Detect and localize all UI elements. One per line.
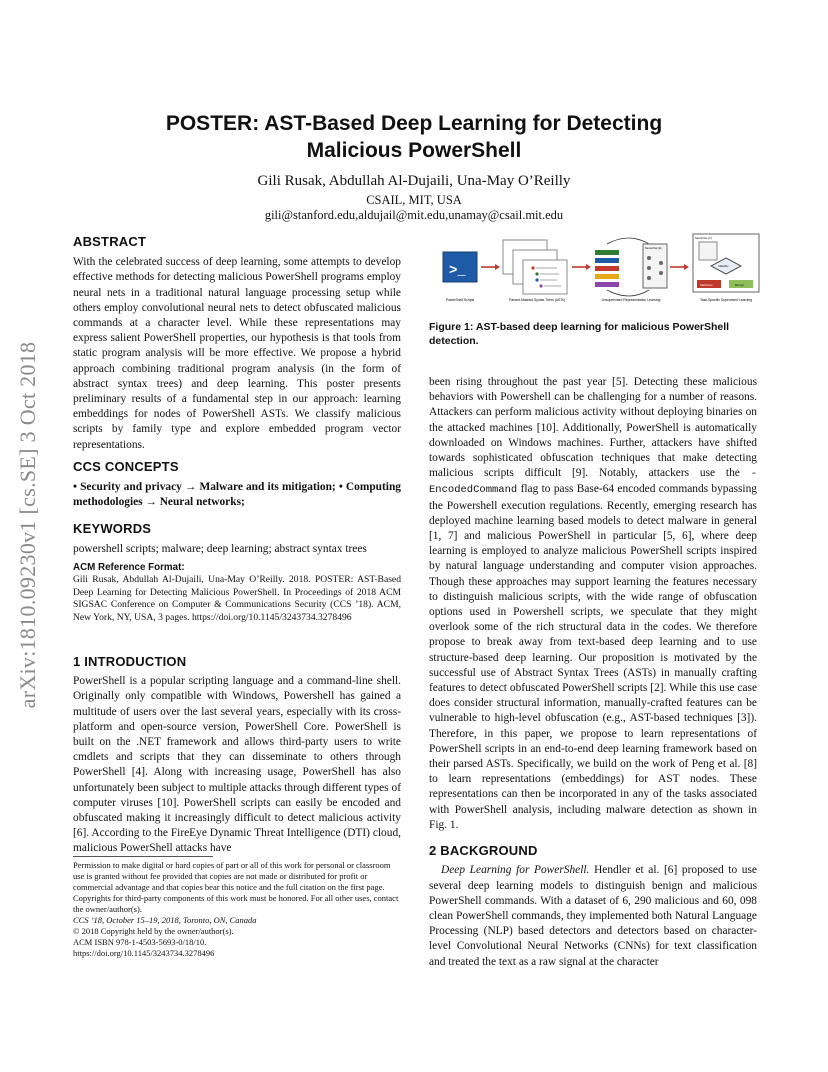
acm-reference-text: Gili Rusak, Abdullah Al-Dujaili, Una-May O’Reilly. 2018. POSTER: AST-Based Deep Learning for Detecting Malicious PowerShell. In Proceedings of 2018 ACM SIGSAC Conference on Computer & Communications Security (CCS ’18). ACM, New York, NY, USA, 3 pages. https://doi.org/10.1145/3243734.3278496 [73,574,401,623]
intro-text: PowerShell is a popular scripting language and a command-line shell. Originally only compatible with Windows, Powershell has gained a multitude of users over the last several years, especially with its cross-platform and open-source version, PowerShell Core. PowerShell is built on the .NET framework and allows third-party users to write cmdlets and scripts that they can disseminate to others through PowerShell [4]. Along with increasing usage, PowerShell has also unfortunately been subject to multiple attacks through different types of computer viruses [10]. PowerShell scripts can easily be encoded and obfuscated making it increasingly difficult to detect malicious activity [6]. According to the FireEye Dynamic Threat Intelligence (DTI) cloud, malicious PowerShell attacks have [73,675,401,855]
affiliation: CSAIL, MIT, USA [366,193,462,207]
acm-reference-heading: ACM Reference Format: [73,562,185,573]
figure-1-diagram [429,230,765,308]
abstract-text: With the celebrated success of deep learning, some attempts to develop effective methods for detecting malicious PowerShell programs employ neural nets in a traditional natural language processing setup while others employ convolutional neural nets to detect obfuscated malicious commands at a character level. While these representations may express salient PowerShell properties, our hypothesis is that tools from static program analysis will be more effective. We propose a hybrid approach combining traditional program analysis (in the form of abstract syntax trees) and deep learning. This poster presents preliminary results of a fundamental step in our approach: learning embeddings for nodes of PowerShell ASTs. We classify malicious scripts by family type and explore embedded program vector representations. [73,256,401,451]
copyright-text: © 2018 Copyright held by the owner/author(s). [73,926,234,936]
embedding-vectors [595,250,619,287]
permission-text: Permission to make digital or hard copies of part or all of this work for personal or classroom use is granted without fee provided that copies are not made or distributed for profit or commercial advantage and that copies bear this notice and the full citation on the first page. Copyrights for third-party components of this work must be honored. For all other uses, contact the owner/author(s). [73,860,399,914]
abstract-section [73,234,401,453]
ccs-text: • Security and privacy → Malware and its mitigation; • Computing methodologies → Neural networks; [73,481,401,509]
neural-net-e-box [643,244,667,288]
background-text [429,863,757,969]
acm-reference [73,562,401,624]
intro-continued-a: been rising throughout the past year [5]. Detecting these malicious behaviors with Powershell can be challenging for a number of reasons. Attackers can perform malicious activity without deploying binaries on the attacked machines [10]. Additionally, PowerShell is automatically downloaded on Windows machines. Further, attackers have shifted towards sophisticated obfuscation techniques that make detecting malicious scripts difficult [9]. Notably, attackers use the [429,376,757,480]
figure-label-unsupervised: Unsupervised Representation Learning [601,298,661,302]
footnote-rule [73,856,213,857]
benign-label: Benign [735,283,745,287]
intro-continued-b: flag to pass Base-64 encoded commands bypassing the Powershell execution regulations. Recently, emerging research has deployed machine learning based models to detect malware in general [1, 7] and malicious PowerShell in particular [5, 6], where deep learning is employed to analyze malicious PowerShell scripts inspired by natural language understanding and computer vision approaches. Though these approaches may support learning the features necessary to distinguish malicious scripts, with the wide range of obfuscation options used in Powershell scripts, we speculate that they might overlook some of the rich structural data in the codes. We therefore propose to break away from text-based deep learning and to use structure-based deep learning. Our proposition is motivated by the successful use of Abstract Syntax Trees (ASTs) in manually crafting features to detect obfuscated PowerShell scripts [2]. While this use case does consider structural information, manually-crafted features can be vulnerable to high-level obfuscation (e.g., AST-based techniques [3]). Therefore, in this paper, we propose to learn representations of PowerShell scripts in an end-to-end deep learning framework based on their parsed ASTs. Specifically, we build on the work of Peng et al. [8] to learn representations (embeddings) for AST nodes. These representations can then be incorporated in any of the tasks associated with PowerShell analysis, including malware detection as shown in Fig. 1. [429,483,757,831]
figure-label-supervised: Task-Specific Supervised Learning [699,298,753,302]
right-column [429,375,757,970]
venue-text: CCS ’18, October 15–19, 2018, Toronto, ON, Canada [73,915,257,925]
ast-documents [503,240,567,294]
intro-continued [429,375,757,833]
doi-text: https://doi.org/10.1145/3243734.3278496 [73,948,215,958]
svg-text:>_: >_ [449,263,466,279]
classifier-label: Classifier [718,265,729,268]
background-heading: 2 BACKGROUND [429,843,538,859]
footnote [73,860,403,959]
keywords-heading: KEYWORDS [73,521,152,536]
arxiv-stamp: arXiv:1810.09230v1 [cs.SE] 3 Oct 2018 [15,341,40,709]
background-lead: Deep Learning for PowerShell. [441,864,590,877]
keywords-text: powershell scripts; malware; deep learning; abstract syntax trees [73,543,367,556]
title-line-2: Malicious PowerShell [306,139,522,162]
ccs-section [73,459,401,511]
ccs-heading: CCS CONCEPTS [73,459,179,474]
introduction-section [73,654,401,857]
emails: gili@stanford.edu,aldujail@mit.edu,unamay@csail.mit.edu [264,208,564,222]
intro-heading: 1 INTRODUCTION [73,654,187,669]
malicious-label: Malicious [700,283,713,287]
keywords-section [73,521,401,557]
figure-1-caption: Figure 1: AST-based deep learning for malicious PowerShell detection. [429,321,730,347]
authors: Gili Rusak, Abdullah Al-Dujaili, Una-May O’Reilly [257,173,571,189]
abstract-heading: ABSTRACT [73,234,147,249]
figure-label-asts: Parsed Abstract Syntax Trees (ASTs) [509,298,565,302]
neural-net-c-label: Neural Net (C) [695,237,712,240]
background-body: Hendler et al. [6] proposed to use several deep learning models to distinguish benign and malicious PowerShell commands. With a dataset of 6, 290 malicious and 60, 098 clean PowerShell commands, they implemented both Natural Language Processing (NLP) based detectors and detectors based on character-level Convolutional Neural Networks (CNNs) for text classification and treated the text as a raw signal at the character [429,864,757,968]
isbn-text: ACM ISBN 978-1-4503-5693-0/18/10. [73,937,207,947]
encoded-command-code: -EncodedCommand [429,468,757,497]
neural-net-e-label: Neural Net (E) [645,247,662,250]
figure-label-scripts: PowerShell Scripts [445,298,475,302]
title-line-1: POSTER: AST-Based Deep Learning for Detecting [165,112,663,135]
paper-title [110,110,718,164]
